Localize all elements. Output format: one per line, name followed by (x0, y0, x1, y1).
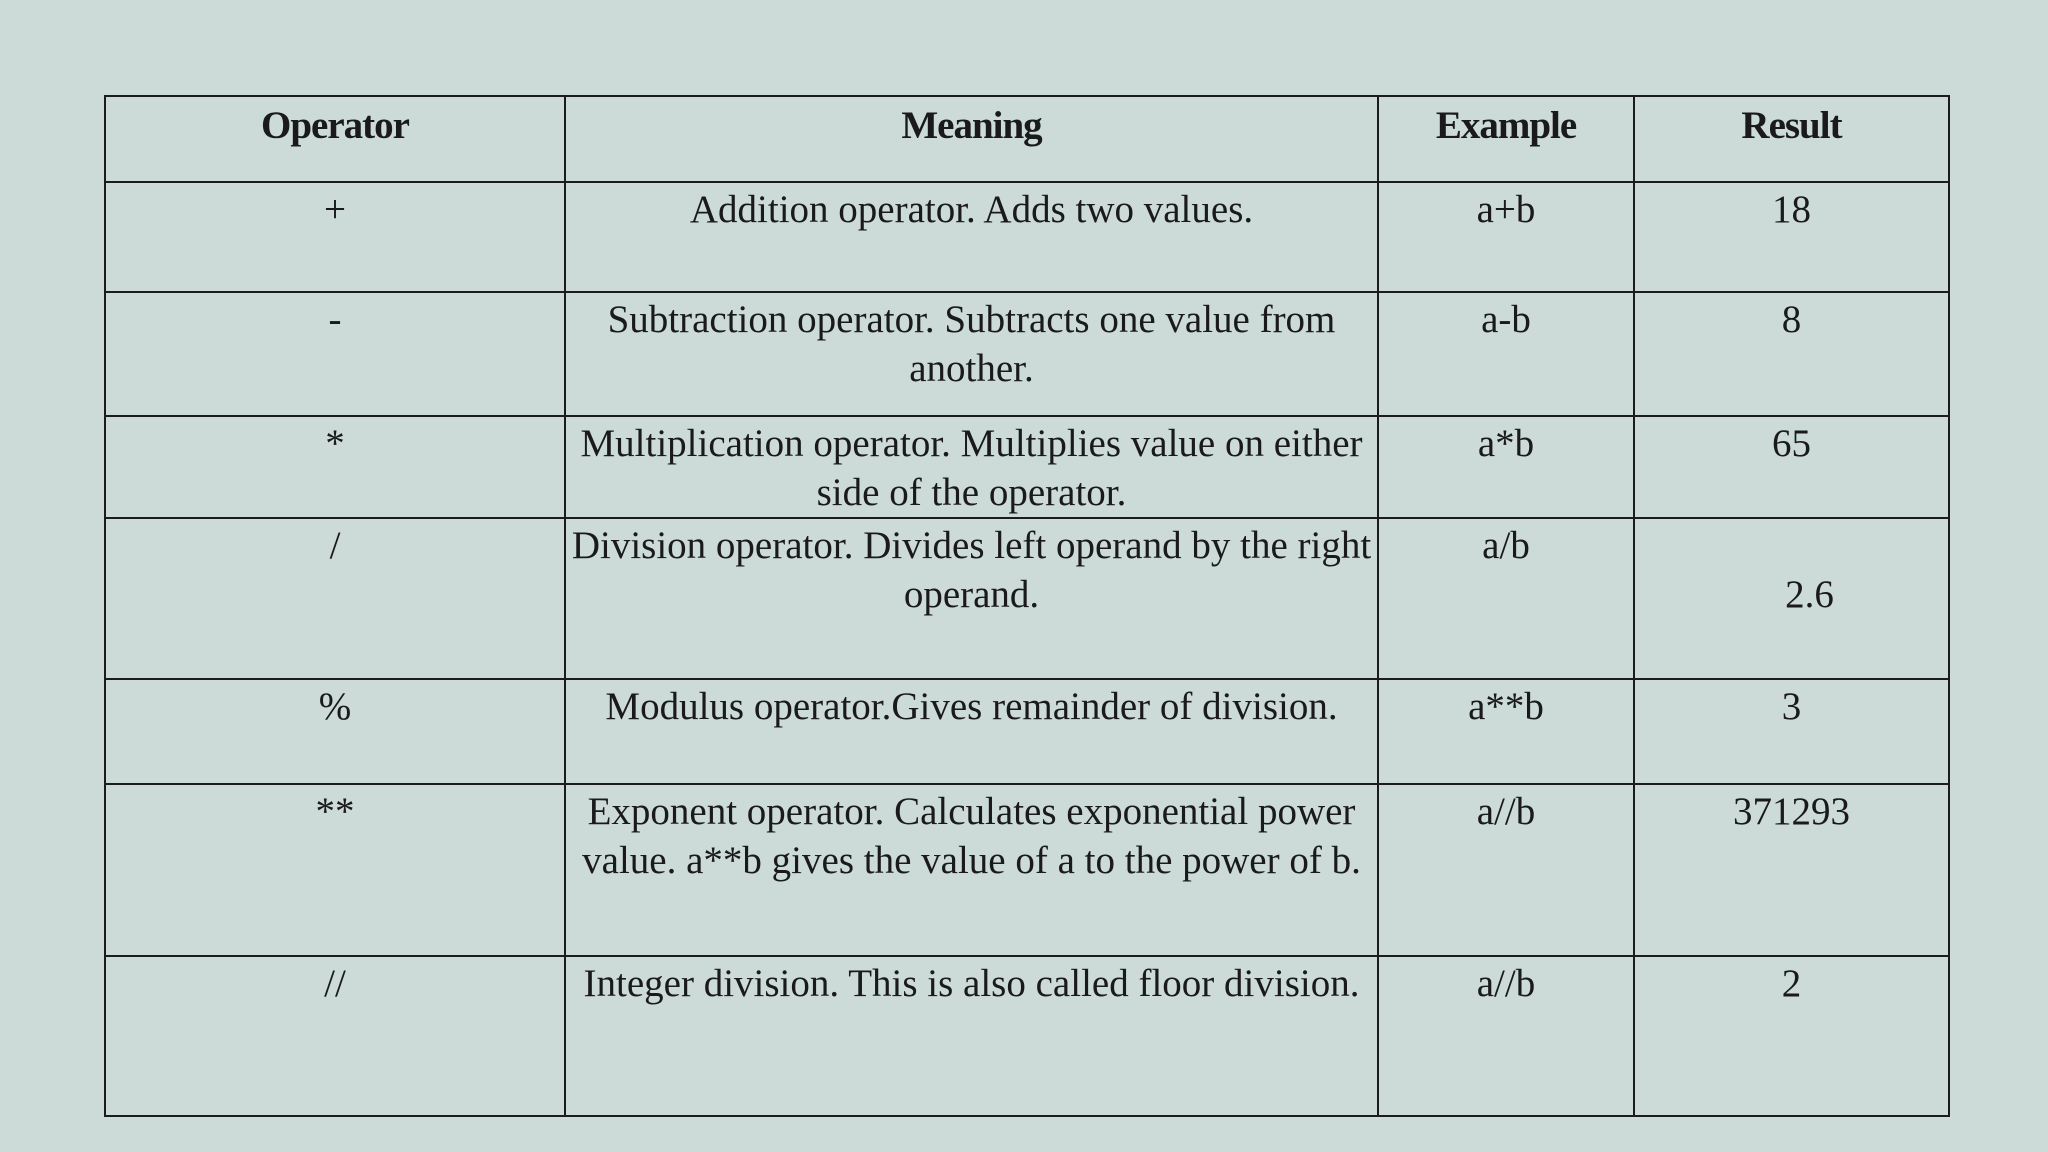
operators-table (104, 95, 1950, 1117)
result-cell: 65 (1634, 416, 1949, 518)
table-row (105, 518, 1949, 679)
table-row (105, 182, 1949, 292)
header-example: Example (1378, 96, 1634, 182)
meaning-cell: Integer division. This is also called floor division. (565, 956, 1378, 1116)
meaning-cell: Exponent operator. Calculates exponential power value. a**b gives the value of a to the power of b. (565, 784, 1378, 956)
table-row (105, 679, 1949, 784)
meaning-cell: Subtraction operator. Subtracts one value from another. (565, 292, 1378, 416)
meaning-cell: Addition operator. Adds two values. (565, 182, 1378, 292)
table-row (105, 784, 1949, 956)
operator-cell: + (105, 182, 565, 292)
table-header-row (105, 96, 1949, 182)
header-operator: Operator (105, 96, 565, 182)
header-meaning: Meaning (565, 96, 1378, 182)
table-row (105, 956, 1949, 1116)
operator-cell: // (105, 956, 565, 1116)
result-cell: 8 (1634, 292, 1949, 416)
example-cell: a**b (1378, 679, 1634, 784)
example-cell: a//b (1378, 784, 1634, 956)
operator-cell: ** (105, 784, 565, 956)
example-cell: a-b (1378, 292, 1634, 416)
example-cell: a+b (1378, 182, 1634, 292)
example-cell: a*b (1378, 416, 1634, 518)
operator-cell: / (105, 518, 565, 679)
operator-cell: * (105, 416, 565, 518)
table-row (105, 416, 1949, 518)
meaning-cell: Multiplication operator. Multiplies value on either side of the operator. (565, 416, 1378, 518)
example-cell: a/b (1378, 518, 1634, 679)
meaning-cell: Modulus operator.Gives remainder of division. (565, 679, 1378, 784)
operator-cell: - (105, 292, 565, 416)
result-cell: 3 (1634, 679, 1949, 784)
meaning-cell: Division operator. Divides left operand by the right operand. (565, 518, 1378, 679)
result-cell: 18 (1634, 182, 1949, 292)
operator-cell: % (105, 679, 565, 784)
header-result: Result (1634, 96, 1949, 182)
result-cell: 371293 (1634, 784, 1949, 956)
example-cell: a//b (1378, 956, 1634, 1116)
table-row (105, 292, 1949, 416)
result-cell: 2.6 (1634, 518, 1949, 679)
result-cell: 2 (1634, 956, 1949, 1116)
